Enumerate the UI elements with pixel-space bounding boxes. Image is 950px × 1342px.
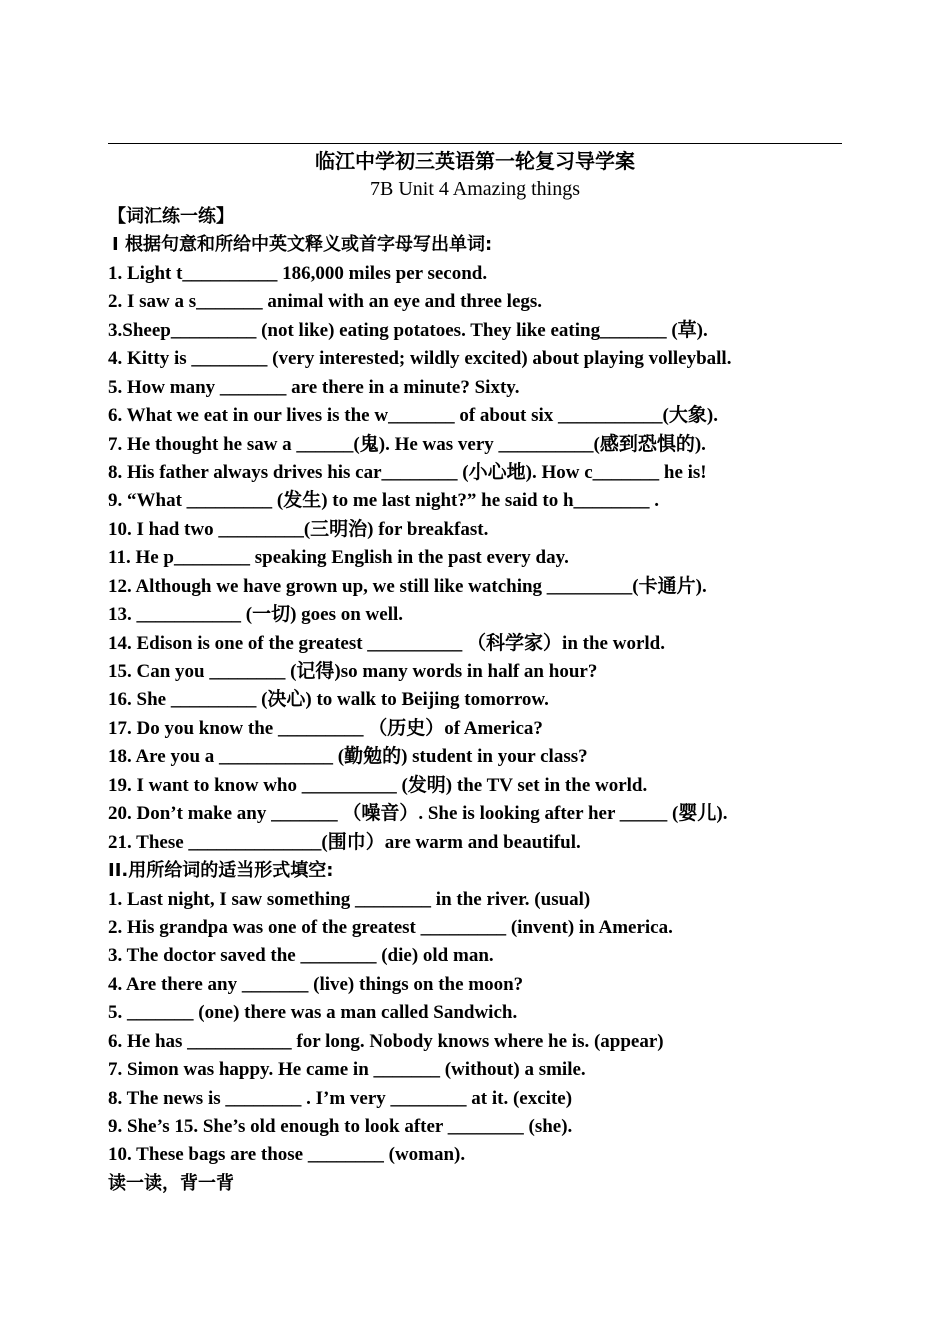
document-title: 临江中学初三英语第一轮复习导学案: [315, 149, 635, 173]
exercise-item: 1. Light t__________ 186,000 miles per second.: [108, 262, 488, 284]
exercise-item: 8. His father always drives his car________ (小心地). How c_______ he is!: [108, 461, 707, 483]
vocab-section-heading: 【词汇练一练】: [108, 206, 234, 227]
exercise-item: 17. Do you know the _________ （历史）of America?: [108, 717, 543, 739]
document-subtitle: 7B Unit 4 Amazing things: [370, 178, 580, 200]
exercise-item: 5. How many _______ are there in a minute? Sixty.: [108, 376, 520, 398]
exercise-item: 21. These ______________(围巾）are warm and beautiful.: [108, 831, 581, 853]
exercise-item: 7. Simon was happy. He came in _______ (without) a smile.: [108, 1059, 586, 1081]
exercise-item: 10. These bags are those ________ (woman).: [108, 1144, 466, 1166]
part2-exercise-list: [108, 886, 848, 1170]
exercise-item: 8. The news is ________ . I’m very ________ at it. (excite): [108, 1087, 573, 1109]
exercise-item: 7. He thought he saw a ______(鬼). He was very __________(感到恐惧的).: [108, 433, 706, 455]
exercise-item: 9. She’s 15. She’s old enough to look after ________ (she).: [108, 1116, 573, 1137]
part1-exercise-list: [108, 260, 848, 857]
exercise-item: 9. “What _________ (发生) to me last night?” he said to h________ .: [108, 490, 660, 512]
part2-heading: II.用所给词的适当形式填空:: [108, 860, 334, 882]
exercise-item: 15. Can you ________ (记得)so many words in half an hour?: [108, 661, 598, 682]
part1-heading: Ⅰ 根据句意和所给中英文释义或首字母写出单词:: [112, 234, 493, 256]
exercise-item: 2. His grandpa was one of the greatest _________ (invent) in America.: [108, 916, 673, 938]
exercise-item: 6. What we eat in our lives is the w_______ of about six ___________(大象).: [108, 405, 718, 427]
exercise-item: 4. Are there any _______ (live) things on the moon?: [108, 973, 524, 995]
exercise-item: 14. Edison is one of the greatest __________ （科学家）in the world.: [108, 632, 665, 654]
exercise-item: 5. _______ (one) there was a man called Sandwich.: [108, 1002, 518, 1024]
exercise-item: 3.Sheep_________ (not like) eating potatoes. They like eating_______ (草).: [108, 319, 708, 341]
exercise-item: 2. I saw a s_______ animal with an eye and three legs.: [108, 291, 543, 313]
exercise-item: 1. Last night, I saw something ________ in the river. (usual): [108, 888, 591, 910]
exercise-item: 4. Kitty is ________ (very interested; wildly excited) about playing volleyball.: [108, 348, 732, 370]
header-rule: [108, 143, 842, 144]
reading-section-heading: 读一读，背一背: [108, 1172, 234, 1194]
exercise-item: 10. I had two _________(三明治) for breakfast.: [108, 518, 489, 540]
exercise-item: 3. The doctor saved the ________ (die) old man.: [108, 945, 494, 967]
exercise-item: 13. ___________ (一切) goes on well.: [108, 604, 404, 626]
exercise-item: 18. Are you a ____________ (勤勉的) student in your class?: [108, 746, 588, 768]
exercise-item: 11. He p________ speaking English in the past every day.: [108, 547, 569, 569]
exercise-item: 12. Although we have grown up, we still like watching _________(卡通片).: [108, 575, 707, 597]
exercise-item: 19. I want to know who __________ (发明) the TV set in the world.: [108, 774, 648, 796]
exercise-item: 16. She _________ (决心) to walk to Beijing tomorrow.: [108, 689, 549, 711]
exercise-item: 6. He has ___________ for long. Nobody knows where he is. (appear): [108, 1030, 664, 1052]
document-body: [108, 203, 848, 1198]
exercise-item: 20. Don’t make any _______ （噪音）. She is looking after her _____ (婴儿).: [108, 803, 728, 825]
